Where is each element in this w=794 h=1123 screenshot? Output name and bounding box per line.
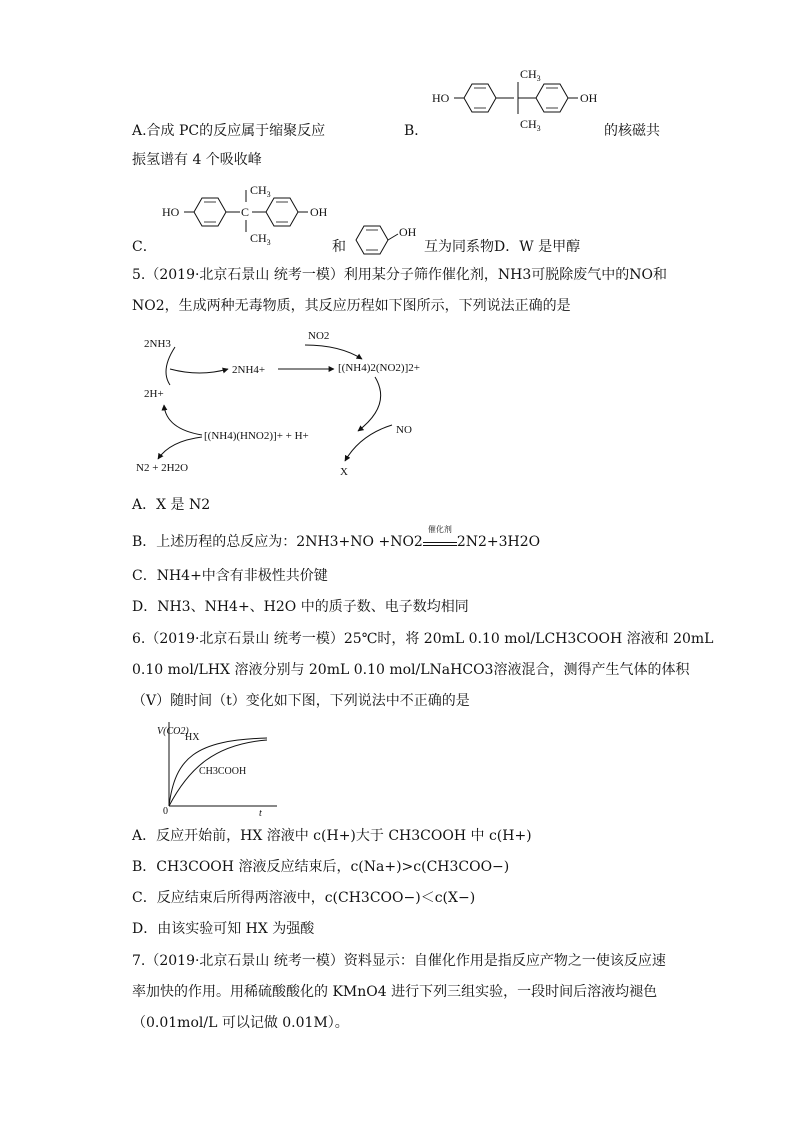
q7-stem-line2: 率加快的作用。用稀硫酸酸化的 KMnO4 进行下列三组实验，一段时间后溶液均褪色: [132, 984, 658, 1000]
q7-stem-line3: （0.01mol/L 可以记做 0.01M）。: [132, 1015, 349, 1031]
ch3-bottom-label: $CH_3$: [250, 231, 271, 246]
catalyst-label: 催化剂: [427, 525, 452, 534]
nh4-label: 2NH4+: [232, 364, 266, 376]
arrow-no-to-x: [345, 425, 392, 461]
q5-option-b-text: B．上述历程的总反应为：2NH3+NO +NO2: [132, 534, 423, 550]
series-hx-label: HX: [185, 732, 200, 743]
h-plus-label: 2H+: [144, 388, 164, 400]
c-label: C: [241, 205, 250, 219]
ch3-top-label: $CH_3$: [250, 183, 271, 199]
q5-option-a: A．X 是 N2: [132, 497, 211, 513]
q5-option-b: [132, 525, 541, 551]
q4-option-b-suffix: 的核磁共: [604, 123, 660, 139]
no2-label: NO2: [308, 330, 330, 342]
bisphenol-structure-b: [430, 62, 610, 132]
q4-option-c-suffix: 互为同系物D．W 是甲醇: [424, 239, 581, 255]
q6-stem-line2: 0.10 mol/LHX 溶液分别与 20mL 0.10 mol/LNaHCO3溶液混合，测得产生气体的体积: [132, 662, 690, 678]
q5-stem-line2: NO2，生成两种无毒物质，其反应历程如下图所示，下列说法正确的是: [132, 298, 571, 314]
ho-label: HO: [432, 91, 450, 105]
arc-nh3-to-h: [166, 347, 175, 385]
products-label: N2 + 2H2O: [136, 462, 189, 474]
arrow-complex2-to-h: [164, 405, 202, 435]
y-axis-label: V(CO2): [157, 726, 189, 737]
q6-option-a: A．反应开始前，HX 溶液中 c(H+)大于 CH3COOH 中 c(H+): [132, 828, 532, 844]
ch3-bottom-label: $CH_3$: [520, 117, 541, 132]
bisphenol-structure-c: [160, 176, 340, 246]
arrow-to-products: [158, 437, 202, 459]
q4-option-b-continued: 振氢谱有 4 个吸收峰: [132, 152, 262, 168]
complex2-label: [(NH4)(HNO2)]+ + H+: [204, 430, 309, 442]
q5-option-d: D．NH3、NH4+、H2O 中的质子数、电子数均相同: [132, 599, 469, 615]
q5-option-b-product: 2N2+3H2O: [456, 534, 541, 550]
q5-option-c: C．NH4+中含有非极性共价键: [132, 568, 328, 584]
no-label: NO: [396, 424, 412, 436]
series-ch3cooh-label: CH3COOH: [199, 766, 247, 777]
complex1-label: [(NH4)2(NO2)]2+: [338, 362, 420, 374]
oh-label: OH: [310, 205, 328, 219]
oh-label: OH: [399, 225, 417, 239]
gas-volume-chart: [155, 718, 285, 818]
oh-label: OH: [580, 91, 598, 105]
catalyst-equals: [423, 525, 457, 546]
x-axis-label: t: [259, 808, 262, 818]
q6-stem-line1: 6.（2019·北京石景山 统考一模）25℃时，将 20mL 0.10 mol/LCH3COOH 溶液和 20mL: [132, 631, 714, 647]
q4-option-c-and: 和: [332, 239, 346, 255]
arrow-no2-in: [305, 345, 362, 359]
phenol-structure: [352, 216, 432, 262]
arrow-to-nh4: [170, 369, 228, 373]
arrow-complex1-to-complex2: [358, 377, 381, 431]
ho-label: HO: [162, 205, 180, 219]
q6-stem-line3: （V）随时间（t）变化如下图，下列说法中不正确的是: [132, 693, 470, 709]
reaction-pathway-diagram: [130, 325, 450, 485]
nh3-label: 2NH3: [144, 338, 171, 350]
q4-option-a: A.合成 PC的反应属于缩聚反应: [132, 123, 326, 139]
q6-option-b: B．CH3COOH 溶液反应结束后，c(Na+)>c(CH3COO−): [132, 859, 510, 875]
q6-option-c: C．反应结束后所得两溶液中，c(CH3COO−)＜c(X−): [132, 890, 476, 906]
x-label: X: [340, 466, 348, 478]
q4-option-b-prefix: B．: [404, 123, 429, 139]
origin-label: 0: [163, 806, 168, 817]
q4-option-c-prefix: C．: [132, 239, 157, 255]
q7-stem-line1: 7.（2019·北京石景山 统考一模）资料显示：自催化作用是指反应产物之一使该反应速: [132, 953, 666, 969]
q6-option-d: D．由该实验可知 HX 为强酸: [132, 921, 315, 937]
q5-stem-line1: 5.（2019·北京石景山 统考一模）利用某分子筛作催化剂，NH3可脱除废气中的NO和: [132, 267, 667, 283]
ch3-top-label: $CH_3$: [520, 67, 541, 83]
